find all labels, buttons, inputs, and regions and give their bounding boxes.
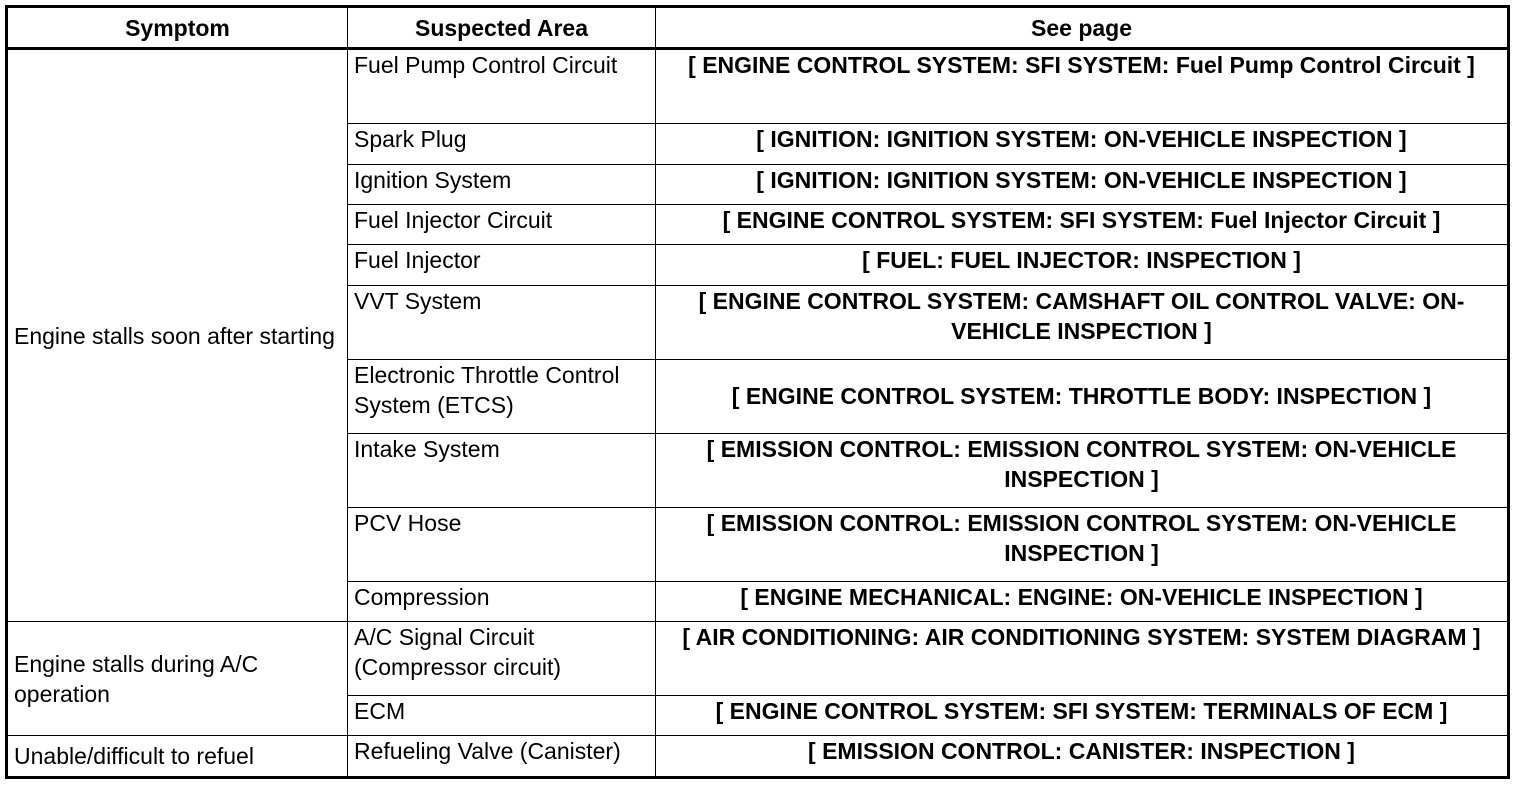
suspected-area-cell: Fuel Injector Circuit bbox=[348, 204, 656, 244]
header-see-page: See page bbox=[656, 7, 1509, 49]
suspected-area-cell: Refueling Valve (Canister) bbox=[348, 736, 656, 778]
header-suspected-area: Suspected Area bbox=[348, 7, 656, 49]
see-page-link[interactable]: [ EMISSION CONTROL: CANISTER: INSPECTION ] bbox=[656, 736, 1509, 778]
troubleshooting-table bbox=[5, 5, 1510, 779]
see-page-link[interactable]: [ EMISSION CONTROL: EMISSION CONTROL SYSTEM: ON-VEHICLE INSPECTION ] bbox=[656, 433, 1509, 507]
suspected-area-cell: A/C Signal Circuit (Compressor circuit) bbox=[348, 622, 656, 696]
see-page-link[interactable]: [ ENGINE CONTROL SYSTEM: SFI SYSTEM: TERMINALS OF ECM ] bbox=[656, 696, 1509, 736]
suspected-area-cell: PCV Hose bbox=[348, 507, 656, 581]
suspected-area-cell: Fuel Pump Control Circuit bbox=[348, 49, 656, 124]
see-page-link[interactable]: [ AIR CONDITIONING: AIR CONDITIONING SYSTEM: SYSTEM DIAGRAM ] bbox=[656, 622, 1509, 696]
suspected-area-cell: Electronic Throttle Control System (ETCS) bbox=[348, 359, 656, 433]
see-page-link[interactable]: [ ENGINE CONTROL SYSTEM: CAMSHAFT OIL CONTROL VALVE: ON-VEHICLE INSPECTION ] bbox=[656, 285, 1509, 359]
see-page-link[interactable]: [ IGNITION: IGNITION SYSTEM: ON-VEHICLE INSPECTION ] bbox=[656, 124, 1509, 164]
header-symptom: Symptom bbox=[7, 7, 348, 49]
symptom-cell: Engine stalls soon after starting bbox=[7, 49, 348, 622]
table-row bbox=[7, 49, 1509, 124]
see-page-link[interactable]: [ IGNITION: IGNITION SYSTEM: ON-VEHICLE INSPECTION ] bbox=[656, 164, 1509, 204]
see-page-link[interactable]: [ ENGINE MECHANICAL: ENGINE: ON-VEHICLE INSPECTION ] bbox=[656, 581, 1509, 621]
see-page-link[interactable]: [ ENGINE CONTROL SYSTEM: SFI SYSTEM: Fuel Injector Circuit ] bbox=[656, 204, 1509, 244]
suspected-area-cell: Fuel Injector bbox=[348, 245, 656, 285]
suspected-area-cell: ECM bbox=[348, 696, 656, 736]
see-page-link[interactable]: [ EMISSION CONTROL: EMISSION CONTROL SYSTEM: ON-VEHICLE INSPECTION ] bbox=[656, 507, 1509, 581]
symptom-cell: Engine stalls during A/C operation bbox=[7, 622, 348, 736]
suspected-area-cell: Compression bbox=[348, 581, 656, 621]
suspected-area-cell: Ignition System bbox=[348, 164, 656, 204]
symptom-cell: Unable/difficult to refuel bbox=[7, 736, 348, 778]
header-row bbox=[7, 7, 1509, 49]
see-page-link[interactable]: [ ENGINE CONTROL SYSTEM: THROTTLE BODY: INSPECTION ] bbox=[656, 359, 1509, 433]
see-page-link[interactable]: [ FUEL: FUEL INJECTOR: INSPECTION ] bbox=[656, 245, 1509, 285]
see-page-link[interactable]: [ ENGINE CONTROL SYSTEM: SFI SYSTEM: Fuel Pump Control Circuit ] bbox=[656, 49, 1509, 124]
suspected-area-cell: VVT System bbox=[348, 285, 656, 359]
table-row bbox=[7, 736, 1509, 778]
table-row bbox=[7, 622, 1509, 696]
suspected-area-cell: Spark Plug bbox=[348, 124, 656, 164]
suspected-area-cell: Intake System bbox=[348, 433, 656, 507]
